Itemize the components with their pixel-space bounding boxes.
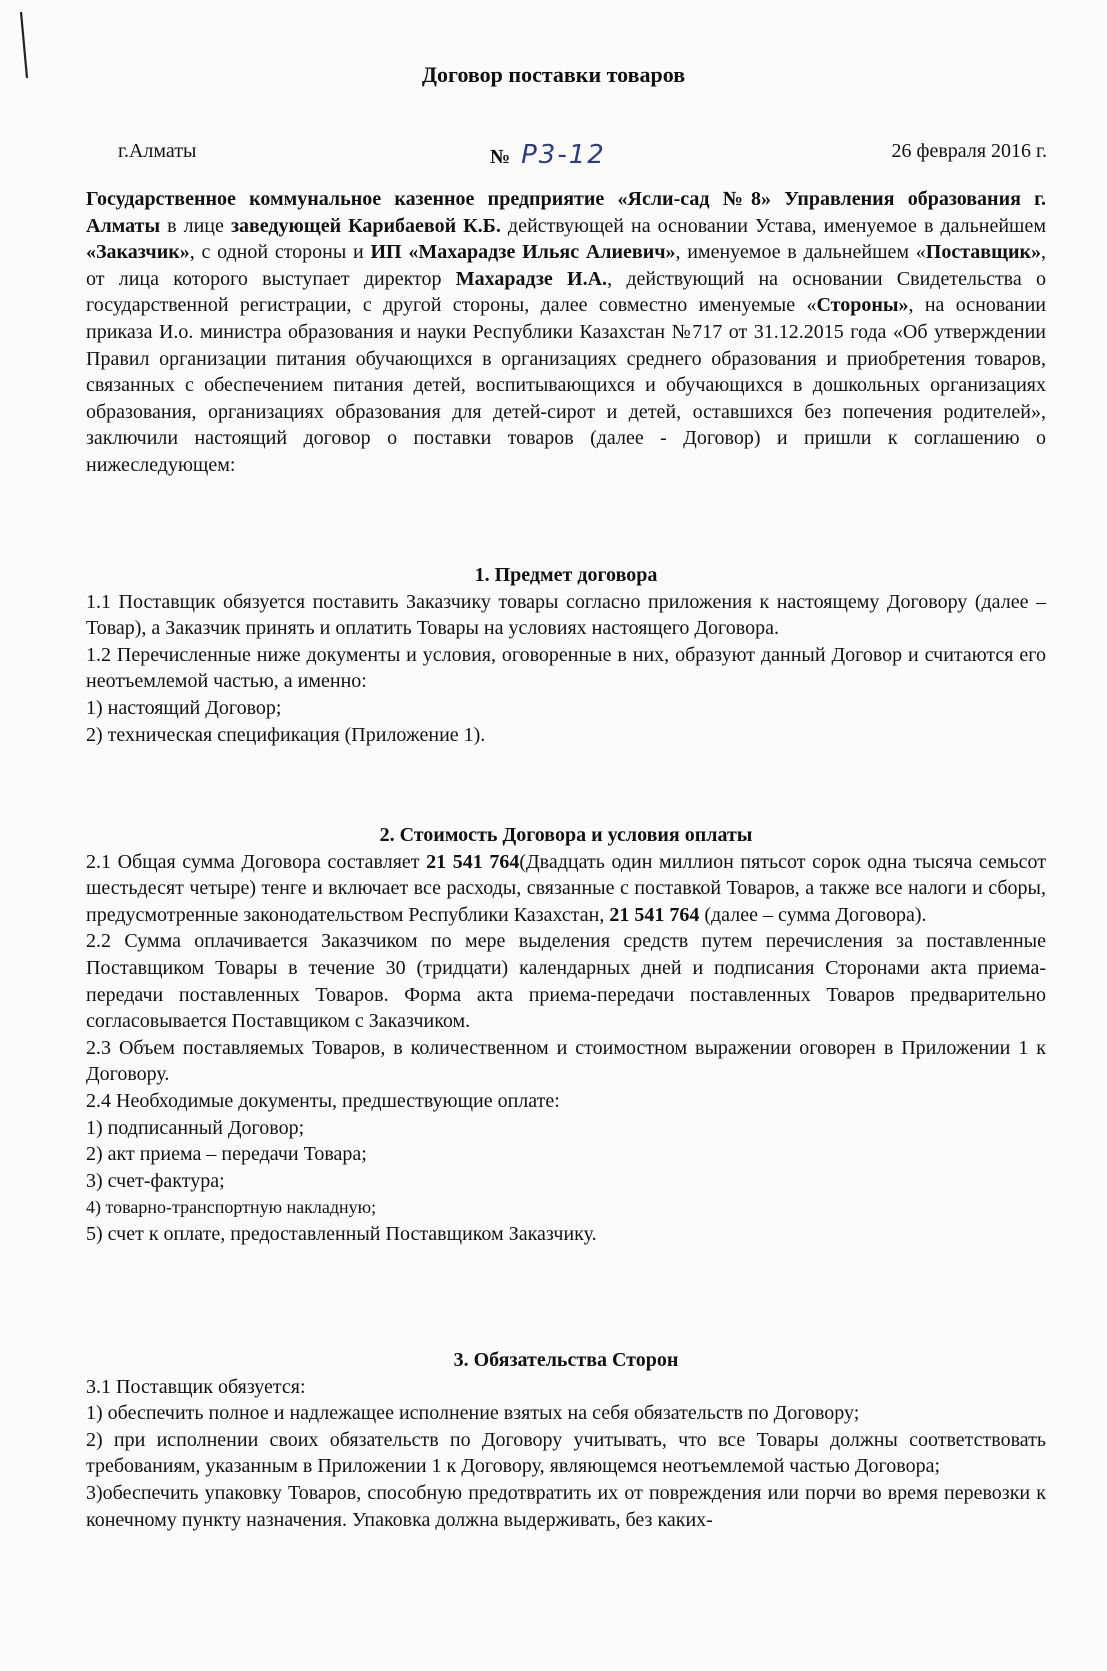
list-item: 5) счет к оплате, предоставленный Поставщиком Заказчику. — [86, 1222, 597, 1245]
contract-date: 26 февраля 2016 г. — [891, 140, 1047, 162]
document-meta-row — [0, 140, 1107, 170]
document-title: Договор поставки товаров — [421, 62, 686, 87]
list-item: 2) акт приема – передачи Товара; — [86, 1143, 367, 1166]
list-item: 1) подписанный Договор; — [86, 1116, 305, 1139]
clause-2-2: 2.2 Сумма оплачивается Заказчиком по мере выделения средств путем перечисления за поставленные Поставщиком Товары в течение 30 (тридцати) календарных дней и подписания Сторонами акта приема-передачи поставленных Товаров. Форма акта приема-передачи поставленных Товаров предварительно согласовывается Поставщиком с Заказчиком. — [86, 930, 1046, 1033]
handwritten-number: P3-12 — [521, 140, 606, 170]
section-3-heading: 3. Обязательства Сторон — [453, 1349, 679, 1371]
list-item: 1) настоящий Договор; — [86, 696, 282, 719]
section-2-heading: 2. Стоимость Договора и условия оплаты — [379, 824, 753, 846]
intro-block — [86, 186, 1046, 479]
list-item: 3)обеспечить упаковку Товаров, способную предотвратить их от повреждения или порчи во время перевозки к конечному пункту назначения. Упаковка должна выдерживать, без каких- — [86, 1481, 1046, 1531]
clause-2-1: 2.1 Общая сумма Договора составляет 21 541 764(Двадцать один миллион пятьсот сорок одна тысяча семьсот шестьдесят четыре) тенге и включает все расходы, связанные с поставкой Товаров, а также все налоги и сборы, предусмотренные законодательством Республики Казахстан, 21 541 764 (далее – сумма Договора). — [86, 850, 1047, 926]
intro-paragraph: Государственное коммунальное казенное предприятие «Ясли-сад №8» Управления образования г. Алматы в лице заведующей Карибаевой К.Б. действующей на основании Устава, именуемое в дальнейшем «Заказчик», с одной стороны и ИП «Махарадзе Ильяс Алиевич», именуемое в дальнейшем «Поставщик», от лица которого выступает директор Махарадзе И.А., действующий на основании Свидетельства о государственной регистрации, с другой стороны, далее совместно именуемые «Стороны», на основании приказа И.о. министра образования и науки Республики Казахстан №717 от 31.12.2015 года «Об утверждении Правил организации питания обучающихся в организациях среднего образования и приобретения товаров, связанных с обеспечением питания детей, воспитывающихся и обучающихся в дошкольных организациях образования, организациях образования для детей-сирот и детей, оставшихся без попечения родителей», заключили настоящий договор о поставки товаров (далее - Договор) и пришли к соглашению о нижеследующем: — [86, 188, 1046, 476]
clause-2-3: 2.3 Объем поставляемых Товаров, в количественном и стоимостном выражении оговорен в Приложении 1 к Договору. — [86, 1036, 1046, 1086]
section-2 — [86, 822, 1046, 1248]
section-1 — [86, 562, 1046, 748]
contract-number — [490, 140, 606, 170]
city: г.Алматы — [118, 140, 197, 162]
clause-1-2: 1.2 Перечисленные ниже документы и условия, оговоренные в них, образуют данный Договор и считаются его неотъемлемой частью, а именно: — [86, 643, 1046, 693]
clause-2-4: 2.4 Необходимые документы, предшествующие оплате: — [86, 1089, 560, 1112]
section-3 — [86, 1347, 1046, 1533]
list-item: 3) счет-фактура; — [86, 1169, 225, 1192]
clause-1-1: 1.1 Поставщик обязуется поставить Заказчику товары согласно приложения к настоящему Договору (далее – Товар), а Заказчик принять и оплатить Товары на условиях настоящего Договора. — [86, 590, 1046, 640]
list-item: 2) техническая спецификация (Приложение 1). — [86, 723, 486, 746]
clause-3-1: 3.1 Поставщик обязуется: — [86, 1375, 306, 1398]
list-item: 1) обеспечить полное и надлежащее исполнение взятых на себя обязательств по Договору; — [86, 1402, 860, 1425]
list-item: 2) при исполнении своих обязательств по Договору учитывать, что все Товары должны соответствовать требованиям, указанным в Приложении 1 к Договору, являющемся неотъемлемой частью Договора; — [86, 1428, 1046, 1478]
section-1-heading: 1. Предмет договора — [474, 564, 658, 586]
number-sign: № — [490, 146, 511, 168]
list-item: 4) товарно-транспортную накладную; — [86, 1197, 377, 1218]
